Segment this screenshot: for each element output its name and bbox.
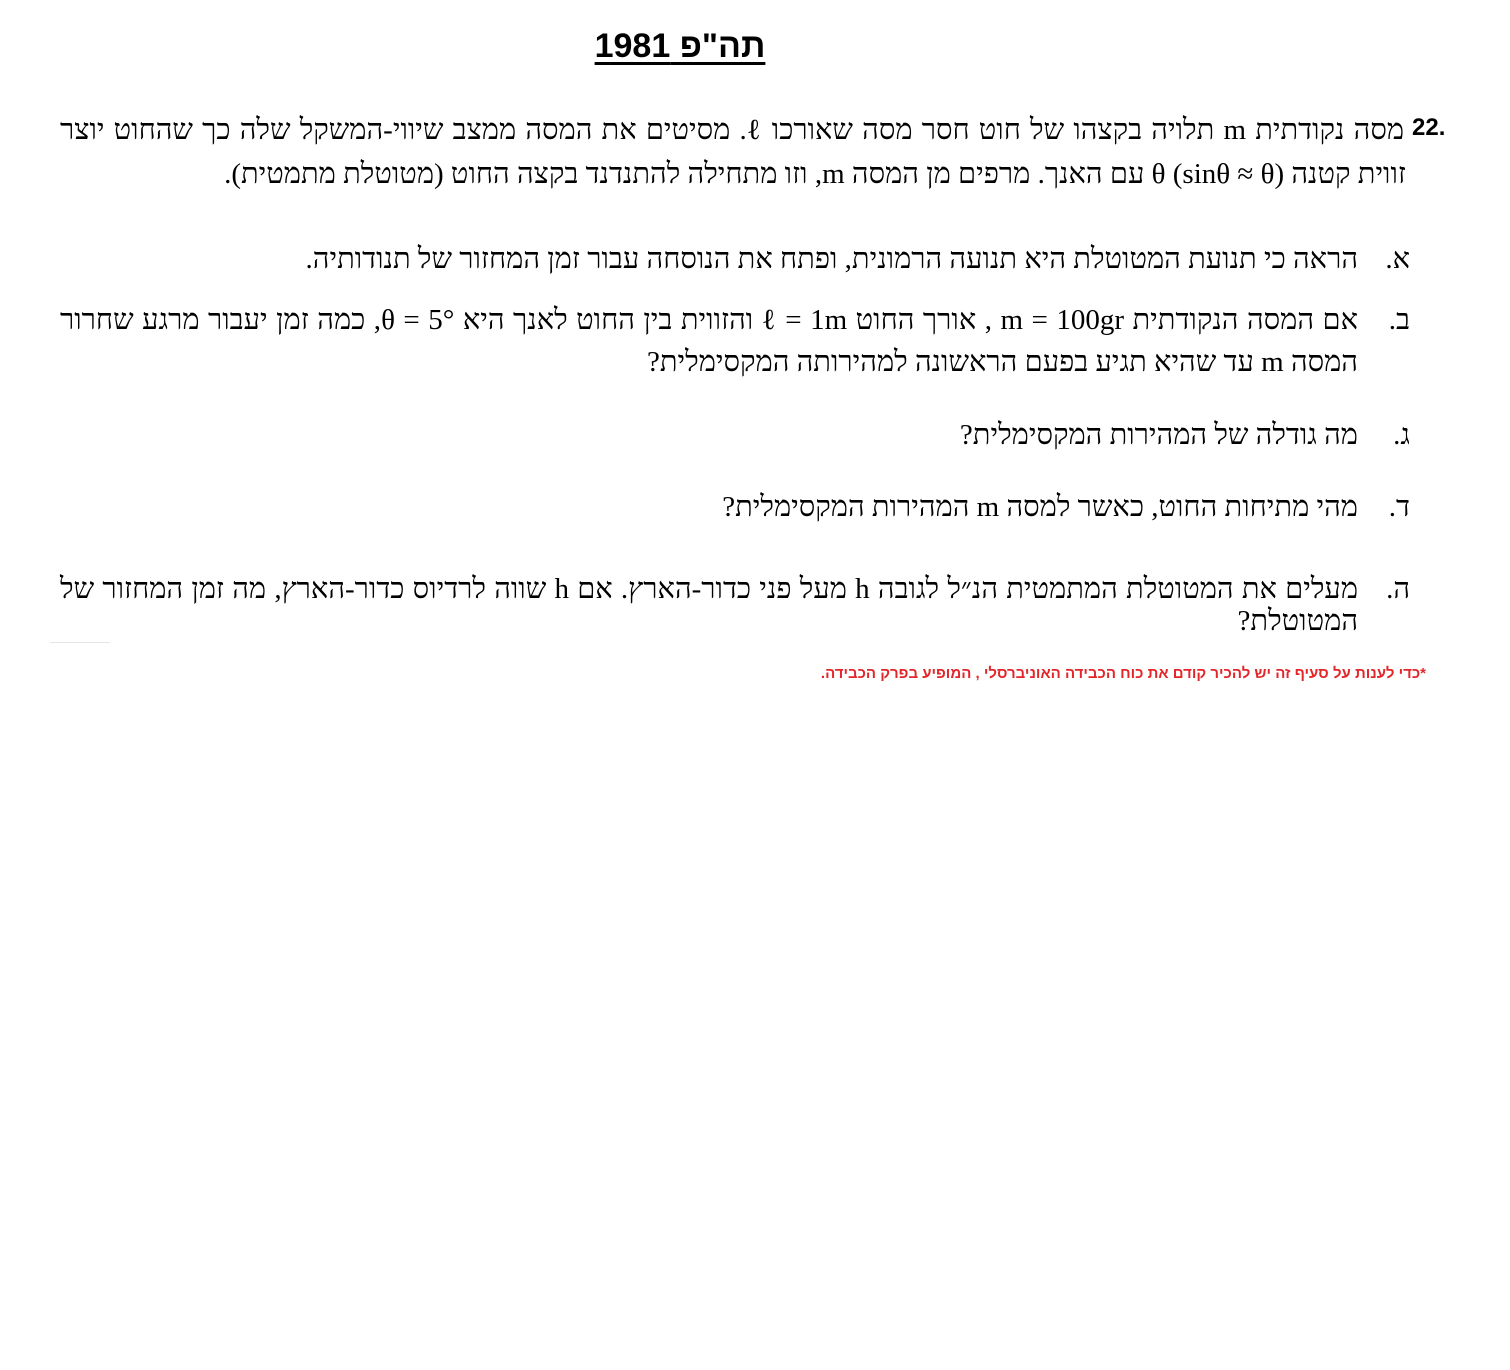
- footnote: *כדי לענות על סעיף זה יש להכיר קודם את כוח הכבידה האוניברסלי , המופיע בפרק הכבידה.: [820, 665, 1426, 682]
- subquestion-a: [60, 238, 1410, 280]
- page-title: תה"פ 1981: [594, 27, 766, 65]
- subquestion-text: הראה כי תנועת המטוטלת היא תנועה הרמונית, ופתח את הנוסחה עבור זמן המחזור של תנודותיה.: [305, 243, 1358, 275]
- subquestion-letter: א.: [1385, 243, 1410, 275]
- subquestion-text: מעלים את המטוטלת המתמטית הנ״ל לגובה h מעל פני כדור-הארץ. אם h שווה לרדיוס כדור-הארץ, מה זמן המחזור של המטוטלת?: [60, 573, 1359, 637]
- subquestion-text: מהי מתיחות החוט, כאשר למסה m המהירות המקסימלית?: [722, 491, 1358, 523]
- subquestion-c: [60, 414, 1410, 456]
- divider: [50, 642, 110, 643]
- subquestion-letter: ד.: [1388, 491, 1410, 523]
- subquestion-text: מה גודלה של המהירות המקסימלית?: [959, 419, 1358, 451]
- subquestion-letter: ב.: [1388, 304, 1410, 336]
- subquestion-letter: ה.: [1386, 573, 1410, 605]
- question-number: 22.: [1412, 114, 1446, 141]
- subquestion-b: [60, 299, 1410, 383]
- subquestion-e: [60, 573, 1410, 637]
- question-stem: מסה נקודתית m תלויה בקצהו של חוט חסר מסה שאורכו ℓ. מסיטים את המסה ממצב שיווי-המשקל שלה כך שהחוט יוצר זווית קטנה θ (sinθ ≈ θ) עם האנך. מרפים מן המסה m, וזו מתחילה להתנדנד בקצה החוט (מטוטלת מתמטית).: [60, 114, 1406, 190]
- subquestion-letter: ג.: [1393, 419, 1410, 451]
- subquestion-text: אם המסה הנקודתית m = 100gr , אורך החוט ℓ = 1m והזווית בין החוט לאנך היא θ = 5°, כמה זמן יעבור מרגע שחרור המסה m עד שהיא תגיע בפעם הראשונה למהירותה המקסימלית?: [60, 304, 1358, 378]
- subquestion-d: [60, 486, 1410, 528]
